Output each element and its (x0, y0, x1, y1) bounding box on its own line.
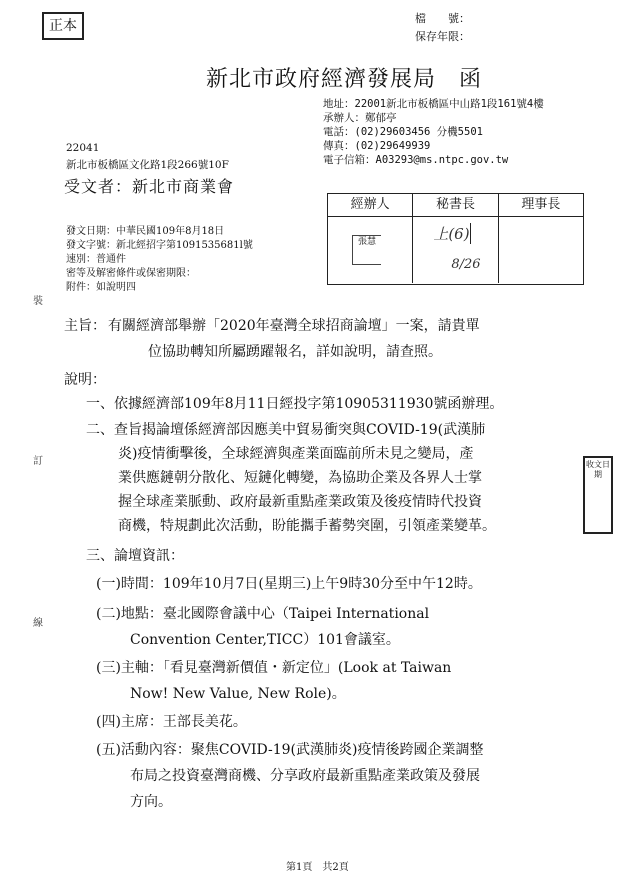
forum-time: (一)時間：109年10月7日(星期三)上午9時30分至中午12時。 (96, 576, 482, 592)
approval-header-chairman: 理事長 (521, 197, 561, 212)
recipient: 受文者：新北市商業會 (64, 177, 235, 196)
handwritten-note: 上(6) (433, 225, 470, 243)
forum-theme-line-1: (三)主軸：「看見臺灣新價值・新定位」(Look at Taiwan (96, 660, 452, 676)
approval-cell-chairman (499, 217, 583, 283)
approval-table (327, 193, 584, 285)
fax: 傳真：(02)29649939 (323, 140, 431, 152)
subject-line-2: 位協助轉知所屬踴躍報名，詳如說明，請查照。 (148, 344, 442, 360)
binding-mark-top: 裝 (33, 296, 43, 307)
explanation-item-2-line-1: 二、查旨揭論壇係經濟部因應美中貿易衝突與COVID-19(武漢肺 (86, 422, 486, 438)
explanation-item-3: 三、論壇資訊： (86, 548, 184, 564)
document-number: 發文字號：新北經招字第1091535681l號 (66, 240, 253, 251)
forum-chair: (四)主席：王部長美花。 (96, 714, 247, 730)
approval-header-secretary: 秘書長 (413, 194, 498, 216)
forum-content-line-3: 方向。 (130, 794, 172, 810)
explanation-item-1: 一、依據經濟部109年8月11日經投字第10905311930號函辦理。 (86, 396, 504, 412)
handwritten-date: 8/26 (451, 257, 481, 272)
receipt-seal: 收文日期 (583, 456, 613, 534)
address: 地址：22001新北市板橋區中山路1段161號4樓 (323, 98, 544, 110)
approval-header-handler: 經辦人 (328, 194, 413, 216)
attachment: 附件：如說明四 (66, 282, 136, 293)
retention-period-label: 保存年限： (415, 30, 470, 43)
original-copy-stamp: 正本 (42, 12, 84, 40)
phone: 電話：(02)29603456 分機5501 (323, 126, 483, 138)
forum-venue-line-1: (二)地點：臺北國際會議中心（Taipei International (96, 606, 430, 622)
issue-date: 發文日期：中華民國109年8月18日 (66, 226, 225, 237)
issuing-organization-title: 新北市政府經濟發展局 函 (206, 67, 483, 92)
subject-line-1: 有關經濟部舉辦「2020年臺灣全球招商論壇」一案，請貴單 (108, 318, 480, 334)
recipient-address: 新北市板橋區文化路1段266號10F (66, 159, 229, 171)
binding-mark-middle: 訂 (33, 456, 43, 467)
explanation-label: 說明： (64, 372, 106, 388)
explanation-item-2-line-5: 商機，特規劃此次活動，盼能攜手蓄勢突圍，引領產業變革。 (118, 518, 496, 534)
contact-person: 承辦人：鄭郁亭 (323, 112, 397, 124)
approval-cell-handler (328, 217, 413, 283)
secrecy-level: 密等及解密條件或保密期限： (66, 268, 196, 279)
postal-code: 22041 (66, 142, 100, 154)
explanation-item-2-line-2: 炎)疫情衝擊後，全球經濟與產業面臨前所未見之變局，產 (118, 446, 474, 462)
binding-mark-bottom: 線 (33, 618, 43, 629)
delivery-speed: 速別：普通件 (66, 254, 126, 265)
forum-content-line-2: 布局之投資臺灣商機、分享政府最新重點產業政策及發展 (130, 768, 480, 784)
forum-venue-line-2: Convention Center,TICC）101會議室。 (130, 632, 400, 648)
email: 電子信箱：A03293@ms.ntpc.gov.tw (323, 154, 509, 166)
explanation-item-2-line-4: 握全球產業脈動、政府最新重點產業政策及後疫情時代投資 (118, 494, 482, 510)
forum-theme-line-2: Now! New Value, New Role)。 (130, 686, 346, 702)
subject-label: 主旨： (64, 318, 106, 334)
explanation-item-2-line-3: 業供應鏈朝分散化、短鏈化轉變，為協助企業及各界人士掌 (118, 470, 482, 486)
forum-content-line-1: (五)活動內容：聚焦COVID-19(武漢肺炎)疫情後跨國企業調整 (96, 742, 484, 758)
handler-seal: 張慧 (352, 235, 381, 265)
approval-cell-secretary (413, 217, 498, 283)
page-footer: 第1頁 共2頁 (286, 862, 349, 873)
archive-number-label: 檔 號： (415, 12, 470, 25)
